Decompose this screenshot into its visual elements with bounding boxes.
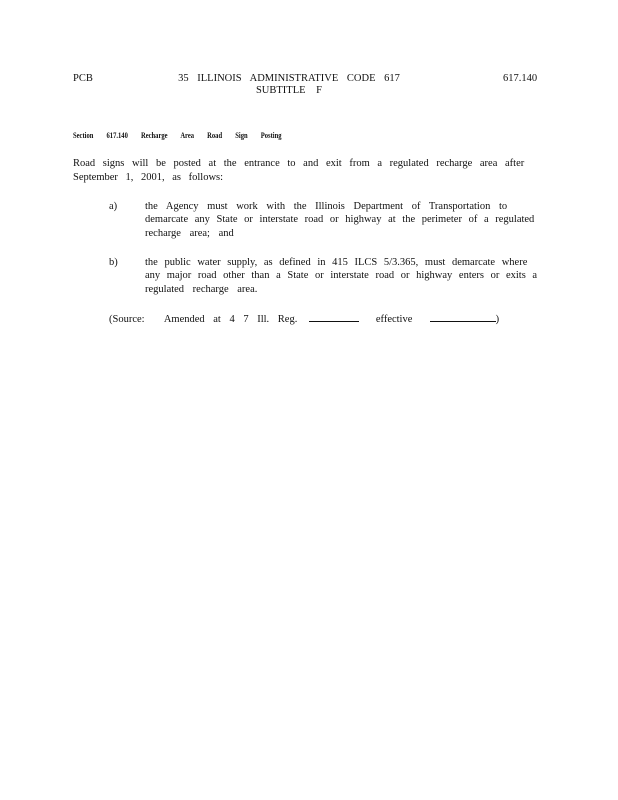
source-effective: effective xyxy=(375,314,413,325)
header-right: 617.140 xyxy=(503,73,538,84)
item-b-line-1: the public water supply, as defined in 415 ILCS 5/3.365, must demarcate where xyxy=(145,257,528,268)
header-center xyxy=(174,73,404,96)
header-center-line2: SUBTITLE F xyxy=(255,85,323,96)
header-left: PCB xyxy=(73,73,93,84)
item-b-line-2: any major road other than a State or interstate road or highway enters or exits a xyxy=(145,270,538,281)
item-a-line-1: the Agency must work with the Illinois Department of Transportation to xyxy=(145,201,508,212)
item-b-line-3: regulated recharge area. xyxy=(145,284,258,295)
source-prefix: (Source: xyxy=(109,314,145,325)
source-suffix: ) xyxy=(495,314,500,325)
intro-line-1: Road signs will be posted at the entrance to and exit from a regulated recharge area after xyxy=(73,158,525,169)
section-title: Section 617.140 Recharge Area Road Sign Posting xyxy=(73,131,282,140)
item-a-line-2: demarcate any State or interstate road or highway at the perimeter of a regulated xyxy=(145,214,535,225)
header-center-line1: 35 ILLINOIS ADMINISTRATIVE CODE 617 xyxy=(178,73,400,84)
source-note xyxy=(109,311,499,327)
source-text: Amended at 4 7 Ill. Reg. xyxy=(163,314,298,325)
register-blank xyxy=(309,311,359,322)
effective-date-blank xyxy=(430,311,496,322)
item-b-marker: b) xyxy=(109,257,118,268)
item-a-marker: a) xyxy=(109,201,118,212)
intro-line-2: September 1, 2001, as follows: xyxy=(73,172,224,183)
item-a-line-3: recharge area; and xyxy=(145,228,234,239)
